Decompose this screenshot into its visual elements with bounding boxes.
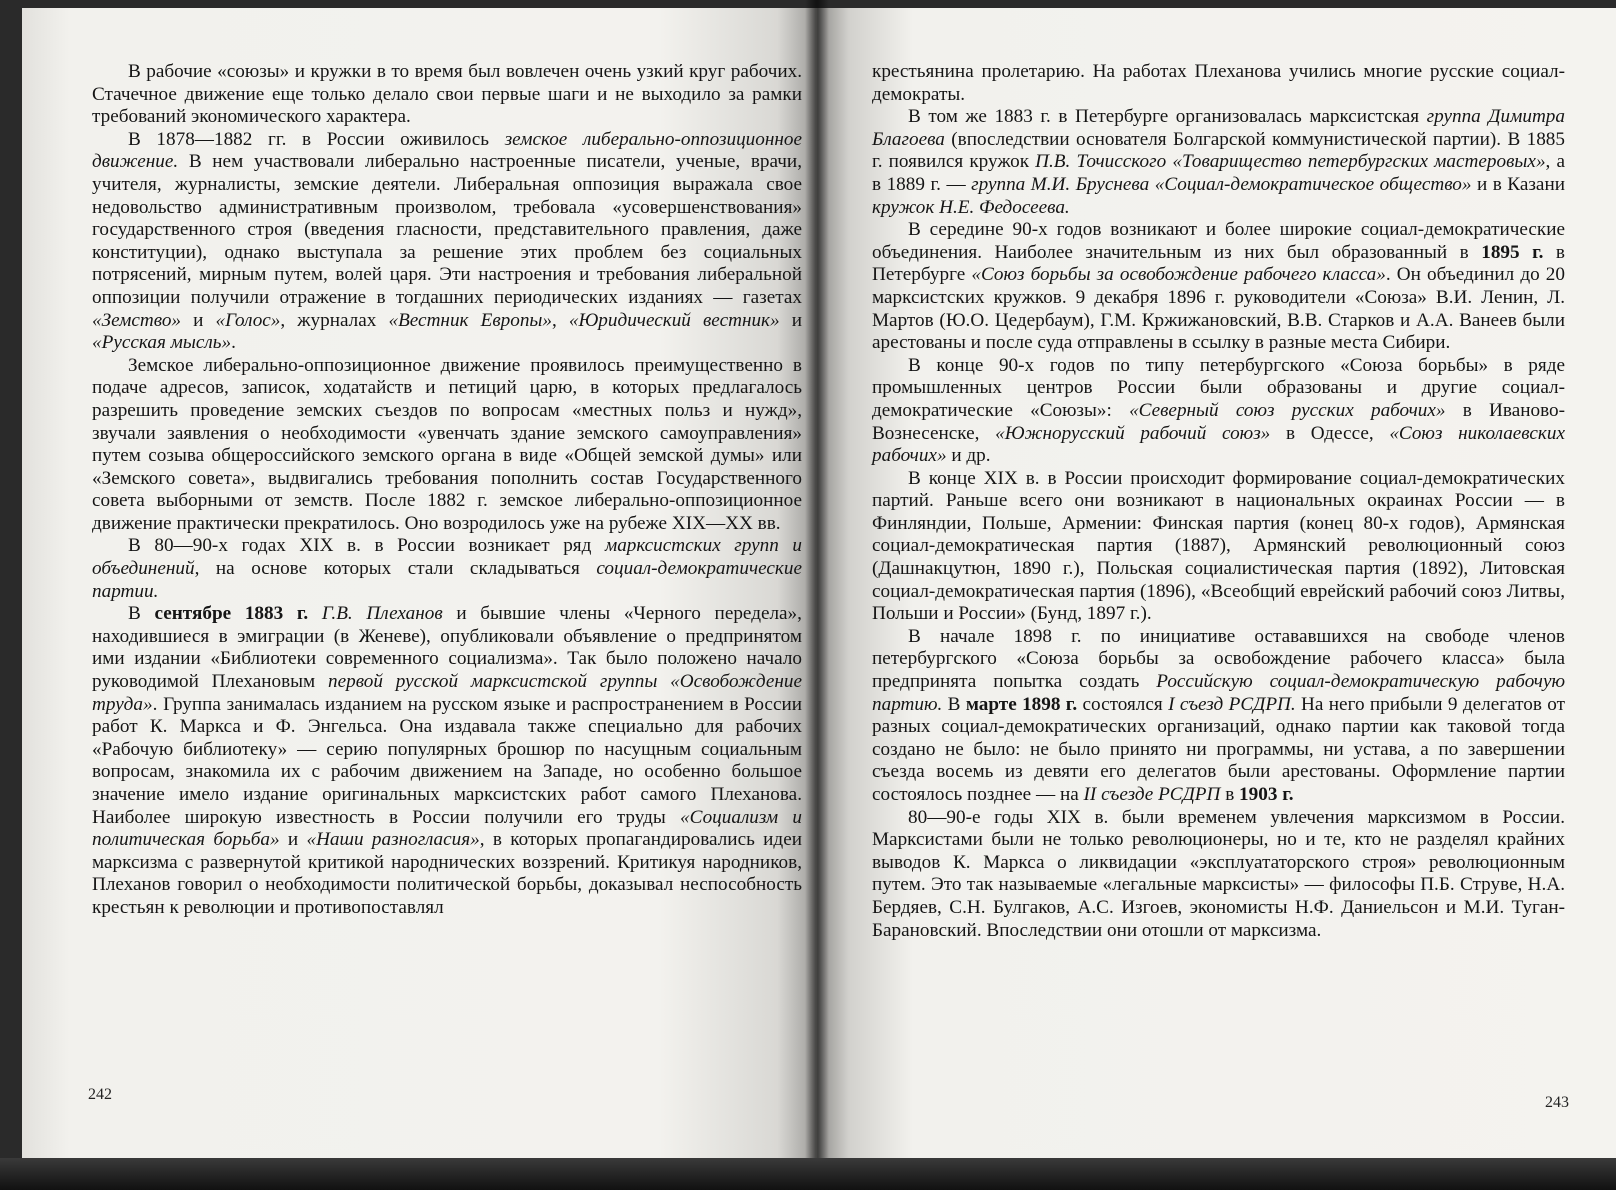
text-run: В конце XIX в. в России происходит формирование социал-демократических партий. Раньше всего они возникают в национальных окраинах России — в Финляндии, Польше, Армении: Финская партия (конец 80-х годов), Армянская социал-демократическая партия (1887), Армянский революционный союз (Дашнакцутюн, 1890 г.), Польская социалистическая партия (1892), Литовская социал-демократическая партия (1896), «Всеобщий еврейский рабочий союз Литвы, Польши и России» (Бунд, 1897 г.).	[872, 467, 1565, 625]
text-run: В середине 90-х годов возникают и более широкие социал-демократические объединения. Наиболее значительным из них был образованный в	[872, 219, 1565, 263]
paragraph	[872, 106, 1565, 219]
text-run: . Группа занималась изданием на русском языке и распространением в России работ К. Маркса и Ф. Энгельса. Она издавала также специально для рабочих «Рабочую библиотеку» — серию популярных брошюр по насущным социальным вопросам, знакомила их с рабочим движением на Западе, но особенно большое значение имело издание оригинальных марксистских работ самого Плеханова. Наиболее широкую известность в России получили его труды	[92, 693, 802, 828]
paragraph	[92, 603, 802, 919]
text-run: . Он объединил до 20 марксистских кружков. 9 декабря 1896 г. руководители «Союза» В.И. Ленин, Л. Мартов (Ю.О. Цедербаум), Г.М. Кржижановский, В.В. Старков и А.А. Ванеев были арестованы и после суда отправлены в ссылку в разные места Сибири.	[872, 264, 1565, 354]
text-run: и в Казани	[1471, 173, 1565, 195]
italic-text: «Союз борьбы за освобождение рабочего класса»	[971, 264, 1386, 286]
text-run: в	[1220, 784, 1240, 805]
italic-text: Г.В. Плеханов	[321, 603, 443, 625]
italic-text: первой русской марксистской группы «Освобождение труда»	[92, 671, 802, 715]
text-run: в Иваново-Вознесенске,	[872, 399, 1565, 444]
paragraph	[92, 355, 802, 536]
italic-text: группа М.И. Бруснева «Социал-демократическое общество»	[971, 173, 1472, 195]
text-run: и	[779, 309, 802, 331]
text-run: В конце 90-х годов по типу петербургского «Союза борьбы» в ряде промышленных центров России были образованы и другие социал-демократические «Союзы»:	[872, 354, 1565, 421]
italic-text: земское либерально-оппозиционное движение.	[92, 128, 803, 173]
italic-text: кружок Н.Е. Федосеева.	[872, 196, 1070, 218]
bold-text: 1895 г.	[1481, 241, 1544, 263]
italic-text: П.В. Точисского «Товарищество петербургских мастеровых»	[1035, 151, 1546, 173]
text-run: В 80—90-х годах XIX в. в России возникает ряд	[128, 535, 605, 557]
text-run	[308, 603, 322, 624]
text-run: и бывшие члены «Черного передела», находившиеся в эмиграции (в Женеве), опубликовали объявление о предпринятом ими издании «Библиотеки современного социализма». Так было положено начало руководимой Плехановым	[92, 603, 802, 693]
text-run: 80—90-е годы XIX в. были временем увлечения марксизмом в России. Марксистами были не только революционеры, но и те, кто не разделял крайних выводов К. Маркса о ликвидации «эксплуататорского строя» революционным путем. Это так называемые «легальные марксисты» — философы П.Б. Струве, Н.А. Бердяев, С.Н. Булгаков, А.С. Изгоев, экономисты Н.Ф. Даниельсон и М.И. Туган-Барановский. Впоследствии они отошли от марксизма.	[872, 806, 1565, 941]
italic-text: «Юридический вестник»	[568, 309, 780, 331]
right-page-number: 243	[1545, 1094, 1569, 1111]
text-run: , журналах	[280, 309, 389, 331]
text-run: состоялся	[1077, 693, 1169, 715]
text-run: На него прибыли 9 делегатов от разных социал-демократических организаций, однако партии как таковой тогда создано не было: не было принято ни программы, ни устава, а по завершении съезда восемь из девяти его делегатов были арестованы. Оформление партии состоялось позднее — на	[872, 693, 1565, 805]
right-page-text	[872, 61, 1565, 942]
italic-text: «Северный союз русских рабочих»	[1129, 399, 1446, 421]
text-run: , а в 1889 г. —	[872, 151, 1565, 195]
italic-text: «Союз николаевских рабочих»	[872, 422, 1565, 467]
italic-text: I съезд РСДРП.	[1168, 693, 1296, 715]
italic-text: марксистских групп и объединений	[92, 535, 802, 580]
text-run: и	[181, 309, 216, 331]
left-page	[22, 8, 817, 1158]
text-run: в Петербурге	[872, 241, 1565, 286]
italic-text: «Южнорусский рабочий союз»	[995, 422, 1271, 444]
text-run: В нем участвовали либерально настроенные писатели, ученые, врачи, учителя, журналисты, земские деятели. Либеральная оппозиция выражала свое недовольство административным произволом, требовала «усовершенствования» государственного строя (введения гласности, представительного правления, даже конституции), однако выступала за решение этих проблем без социальных потрясений, мирным путем, волей царя. Эти настроения и требования либеральной оппозиции получили отражение в тогдашних периодических изданиях — газетах	[92, 151, 802, 308]
text-run: Земское либерально-оппозиционное движение проявилось преимущественно в подаче адресов, записок, ходатайств и петиций царю, в которых предлагалось разрешить проведение земских съездов по вопросам «местных польз и нужд», звучали заявления о необходимости «увенчать здание земского самоуправления» путем созыва общероссийского земского органа в виде «Общей земской думы» или «Земского совета», выдвигались требования пополнить состав Государственного совета выборными от земств. После 1882 г. земское либерально-оппозиционное движение практически прекратилось. Оно возродилось уже на рубеже XIX—XX вв.	[92, 354, 802, 534]
text-run: , в которых пропагандировались идеи марксизма с развернутой критикой народнических воззрений. Критикуя народников, Плеханов говорил о необходимости политической борьбы, доказывал неспособность крестьян к революции и противопоставлял	[92, 829, 802, 918]
text-run: В начале 1898 г. по инициативе остававшихся на свободе членов петербургского «Союза борьбы за освобождение рабочего класса» была предпринята попытка создать	[872, 625, 1565, 693]
paragraph	[872, 355, 1565, 468]
paragraph	[872, 468, 1565, 626]
italic-text: Российскую социал-демократическую рабочую партию.	[872, 671, 1565, 715]
italic-text: «Голос»	[215, 309, 281, 331]
paragraph	[92, 61, 802, 129]
text-run: В рабочие «союзы» и кружки в то время был вовлечен очень узкий круг рабочих. Стачечное движение еще только делало свои первые шаги и не выходило за рамки требований экономического характера.	[92, 61, 802, 128]
text-run: и	[279, 829, 307, 851]
bold-text: сентябре 1883 г.	[154, 603, 309, 625]
text-run: .	[231, 332, 236, 354]
text-run: В 1878—1882 гг. в России оживилось	[128, 128, 505, 150]
right-page	[817, 8, 1616, 1158]
text-run: ,	[552, 309, 569, 331]
book-gutter	[805, 0, 829, 1190]
italic-text: «Земство»	[92, 309, 182, 331]
italic-text: «Вестник Европы»	[388, 309, 553, 331]
bold-text: марте 1898 г.	[965, 693, 1078, 715]
italic-text: «Русская мысль»	[92, 332, 232, 354]
text-run: , на основе которых стали складываться	[194, 558, 597, 580]
paragraph	[872, 61, 1565, 106]
italic-text: II съезде РСДРП	[1083, 784, 1221, 805]
paragraph	[92, 129, 802, 355]
italic-text: «Наши разногласия»	[306, 829, 480, 851]
text-run: крестьянина пролетарию. На работах Плеханова учились многие русские социал-демократы.	[872, 61, 1565, 105]
left-page-number: 242	[88, 1086, 112, 1103]
italic-text: социал-демократические партии.	[92, 558, 802, 602]
text-run: В	[942, 693, 966, 715]
italic-text: «Социализм и политическая борьба»	[92, 806, 802, 851]
text-run: В том же 1883 г. в Петербурге организовалась марксистская	[908, 106, 1427, 128]
scan-bottom-edge	[0, 1158, 1616, 1190]
text-run: в Одессе,	[1270, 422, 1390, 444]
bold-text: 1903 г.	[1239, 784, 1294, 805]
paragraph	[92, 535, 802, 603]
paragraph	[872, 626, 1565, 807]
paragraph	[872, 807, 1565, 943]
italic-text: группа Димитра Благоева	[872, 106, 1565, 150]
text-run: и др.	[946, 445, 991, 467]
paragraph	[872, 219, 1565, 355]
text-run: (впоследствии основателя Болгарской коммунистической партии). В 1885 г. появился кружок	[872, 128, 1565, 173]
left-page-text	[92, 61, 802, 920]
text-run: В	[128, 603, 155, 625]
